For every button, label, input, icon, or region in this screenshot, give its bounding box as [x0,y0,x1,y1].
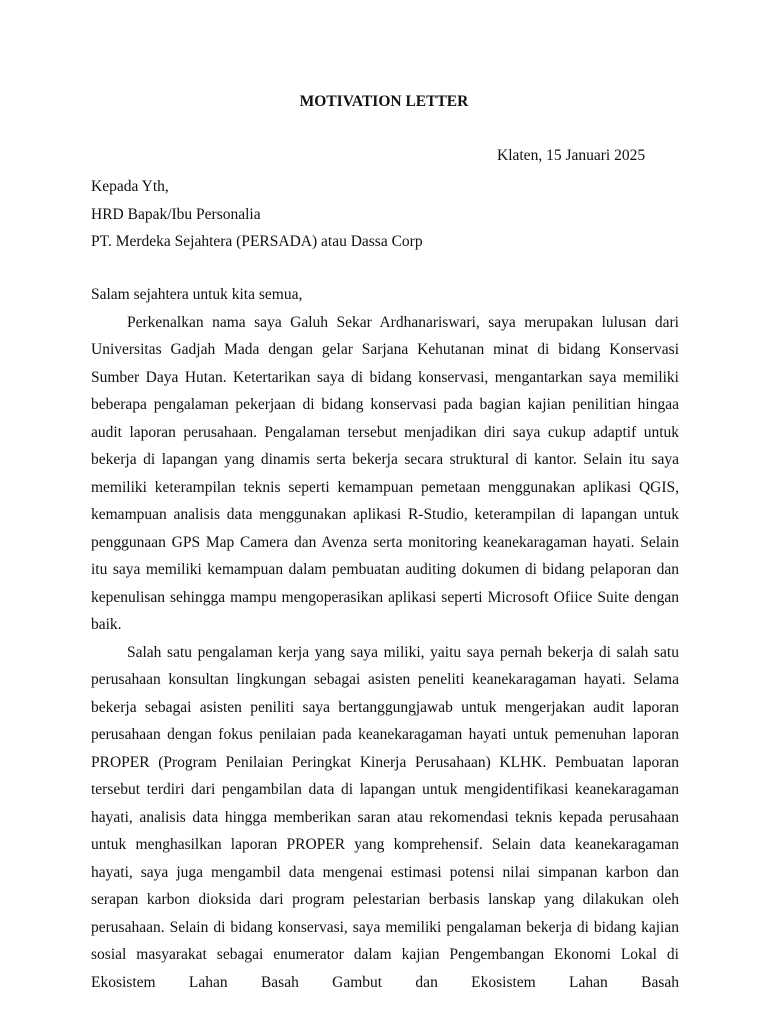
recipient-line: Kepada Yth, [91,178,169,195]
recipient-block [91,173,691,256]
paragraph: Salah satu pengalaman kerja yang saya miliki, yaitu saya pernah bekerja di salah satu perusahaan konsultan lingkungan sebagai asisten peneliti keanekaragaman hayati. Selama bekerja sebagai asisten peniliti saya bertanggungjawab untuk mengerjakan audit laporan perusahaan dengan fokus penilaian pada keanekaragaman hayati untuk pemenuhan laporan PROPER (Program Penilaian Peringkat Kinerja Perusahaan) KLHK. Pembuatan laporan tersebut terdiri dari pengambilan data di lapangan untuk mengidentifikasi keanekaragaman hayati, analisis data hingga memberikan saran atau rekomendasi teknis kepada perusahaan untuk menghasilkan laporan PROPER yang komprehensif. Selain data keanekaragaman hayati, saya juga mengambil data mengenai estimasi potensi nilai simpanan karbon dan serapan karbon dioksida dari program pelestarian berbasis lanskap yang dilakukan oleh perusahaan. Selain di bidang konservasi, saya memiliki pengalaman bekerja di bidang kajian sosial masyarakat sebagai enumerator dalam kajian Pengembangan Ekonomi Lokal di Ekosistem Lahan Basah Gambut dan Ekosistem Lahan Basah [91,643,679,991]
letter-body [91,281,679,996]
greeting: Salam sejahtera untuk kita semua, [91,286,303,303]
recipient-line: HRD Bapak/Ibu Personalia [91,205,261,223]
letter-title: MOTIVATION LETTER [299,93,469,110]
paragraph: Perkenalkan nama saya Galuh Sekar Ardhanariswari, saya merupakan lulusan dari Universitas Gadjah Mada dengan gelar Sarjana Kehutanan minat di bidang Konservasi Sumber Daya Hutan. Ketertarikan saya di bidang konservasi, mengantarkan saya memiliki beberapa pengalaman pekerjaan di bidang konservasi pada bagian kajian penilitian hingaa audit laporan perusahaan. Pengalaman tersebut menjadikan diri saya cukup adaptif untuk bekerja di lapangan yang dinamis serta bekerja secara struktural di kantor. Selain itu saya memiliki keterampilan teknis seperti kemampuan pemetaan menggunakan aplikasi QGIS, kemampuan analisis data menggunakan aplikasi R-Studio, keterampilan di lapangan untuk penggunaan GPS Map Camera dan Avenza serta monitoring keanekaragaman hayati. Selain itu saya memiliki kemampuan dalam pembuatan auditing dokumen di bidang pelaporan dan kepenulisan sehingga mampu mengoperasikan aplikasi seperti Microsoft Ofiice Suite dengan baik. [91,313,679,633]
recipient-line: PT. Merdeka Sejahtera (PERSADA) atau Dassa Corp [91,233,423,250]
place-and-date: Klaten, 15 Januari 2025 [497,147,646,164]
